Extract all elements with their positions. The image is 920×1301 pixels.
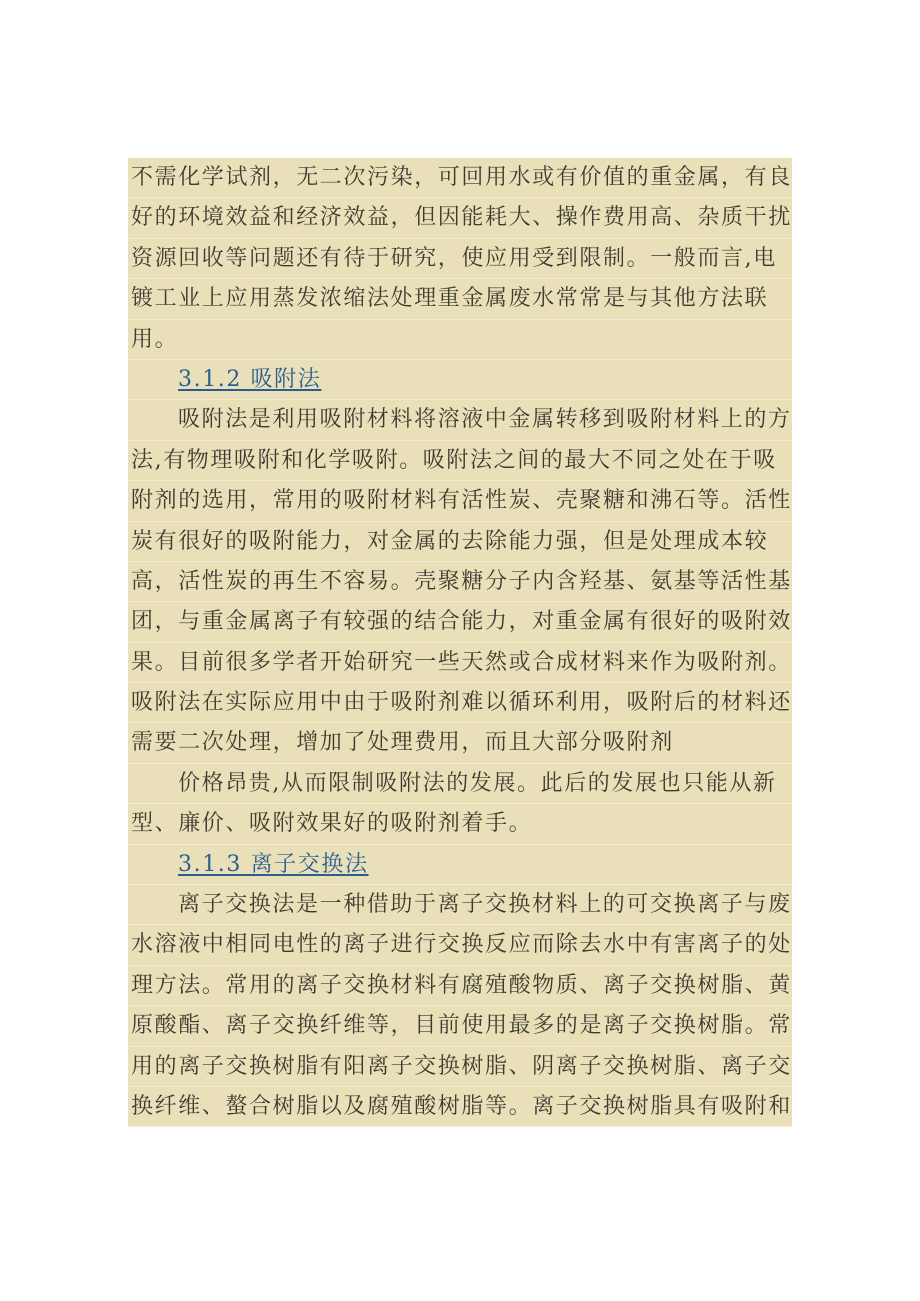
paragraph-first-line: 离子交换法是一种借助于离子交换材料上的可交换离子与废 [128,885,792,925]
text-line: 高，活性炭的再生不容易。壳聚糖分子内含羟基、氨基等活性基 [128,562,792,602]
document-text-block [128,158,792,1127]
text-line: 炭有很好的吸附能力，对金属的去除能力强，但是处理成本较 [128,522,792,562]
section-link-adsorption[interactable]: 3.1.2 吸附法 [178,366,322,392]
section-link-ion-exchange[interactable]: 3.1.3 离子交换法 [178,851,369,877]
text-line: 用的离子交换树脂有阳离子交换树脂、阴离子交换树脂、离子交 [128,1047,792,1087]
text-line: 理方法。常用的离子交换材料有腐殖酸物质、离子交换树脂、黄 [128,966,792,1006]
text-line: 型、廉价、吸附效果好的吸附剂着手。 [128,804,792,844]
text-line: 果。目前很多学者开始研究一些天然或合成材料来作为吸附剂。 [128,643,792,683]
paragraph-first-line: 价格昂贵,从而限制吸附法的发展。此后的发展也只能从新 [128,764,792,804]
text-line: 团，与重金属离子有较强的结合能力，对重金属有很好的吸附效 [128,602,792,642]
text-line: 镀工业上应用蒸发浓缩法处理重金属废水常常是与其他方法联 [128,279,792,319]
paragraph-first-line: 吸附法是利用吸附材料将溶液中金属转移到吸附材料上的方 [128,400,792,440]
text-line: 原酸酯、离子交换纤维等，目前使用最多的是离子交换树脂。常 [128,1006,792,1046]
text-line: 不需化学试剂，无二次污染，可回用水或有价值的重金属，有良 [128,158,792,198]
section-heading-3-1-3 [128,845,792,885]
text-line: 资源回收等问题还有待于研究，使应用受到限制。一般而言,电 [128,239,792,279]
text-line: 用。 [128,320,792,360]
text-line: 好的环境效益和经济效益，但因能耗大、操作费用高、杂质干扰 [128,198,792,238]
text-line: 水溶液中相同电性的离子进行交换反应而除去水中有害离子的处 [128,925,792,965]
text-line: 需要二次处理，增加了处理费用，而且大部分吸附剂 [128,723,792,763]
text-line: 换纤维、螯合树脂以及腐殖酸树脂等。离子交换树脂具有吸附和 [128,1087,792,1127]
text-line: 吸附法在实际应用中由于吸附剂难以循环利用，吸附后的材料还 [128,683,792,723]
section-heading-3-1-2 [128,360,792,400]
text-line: 附剂的选用，常用的吸附材料有活性炭、壳聚糖和沸石等。活性 [128,481,792,521]
text-line: 法,有物理吸附和化学吸附。吸附法之间的最大不同之处在于吸 [128,441,792,481]
